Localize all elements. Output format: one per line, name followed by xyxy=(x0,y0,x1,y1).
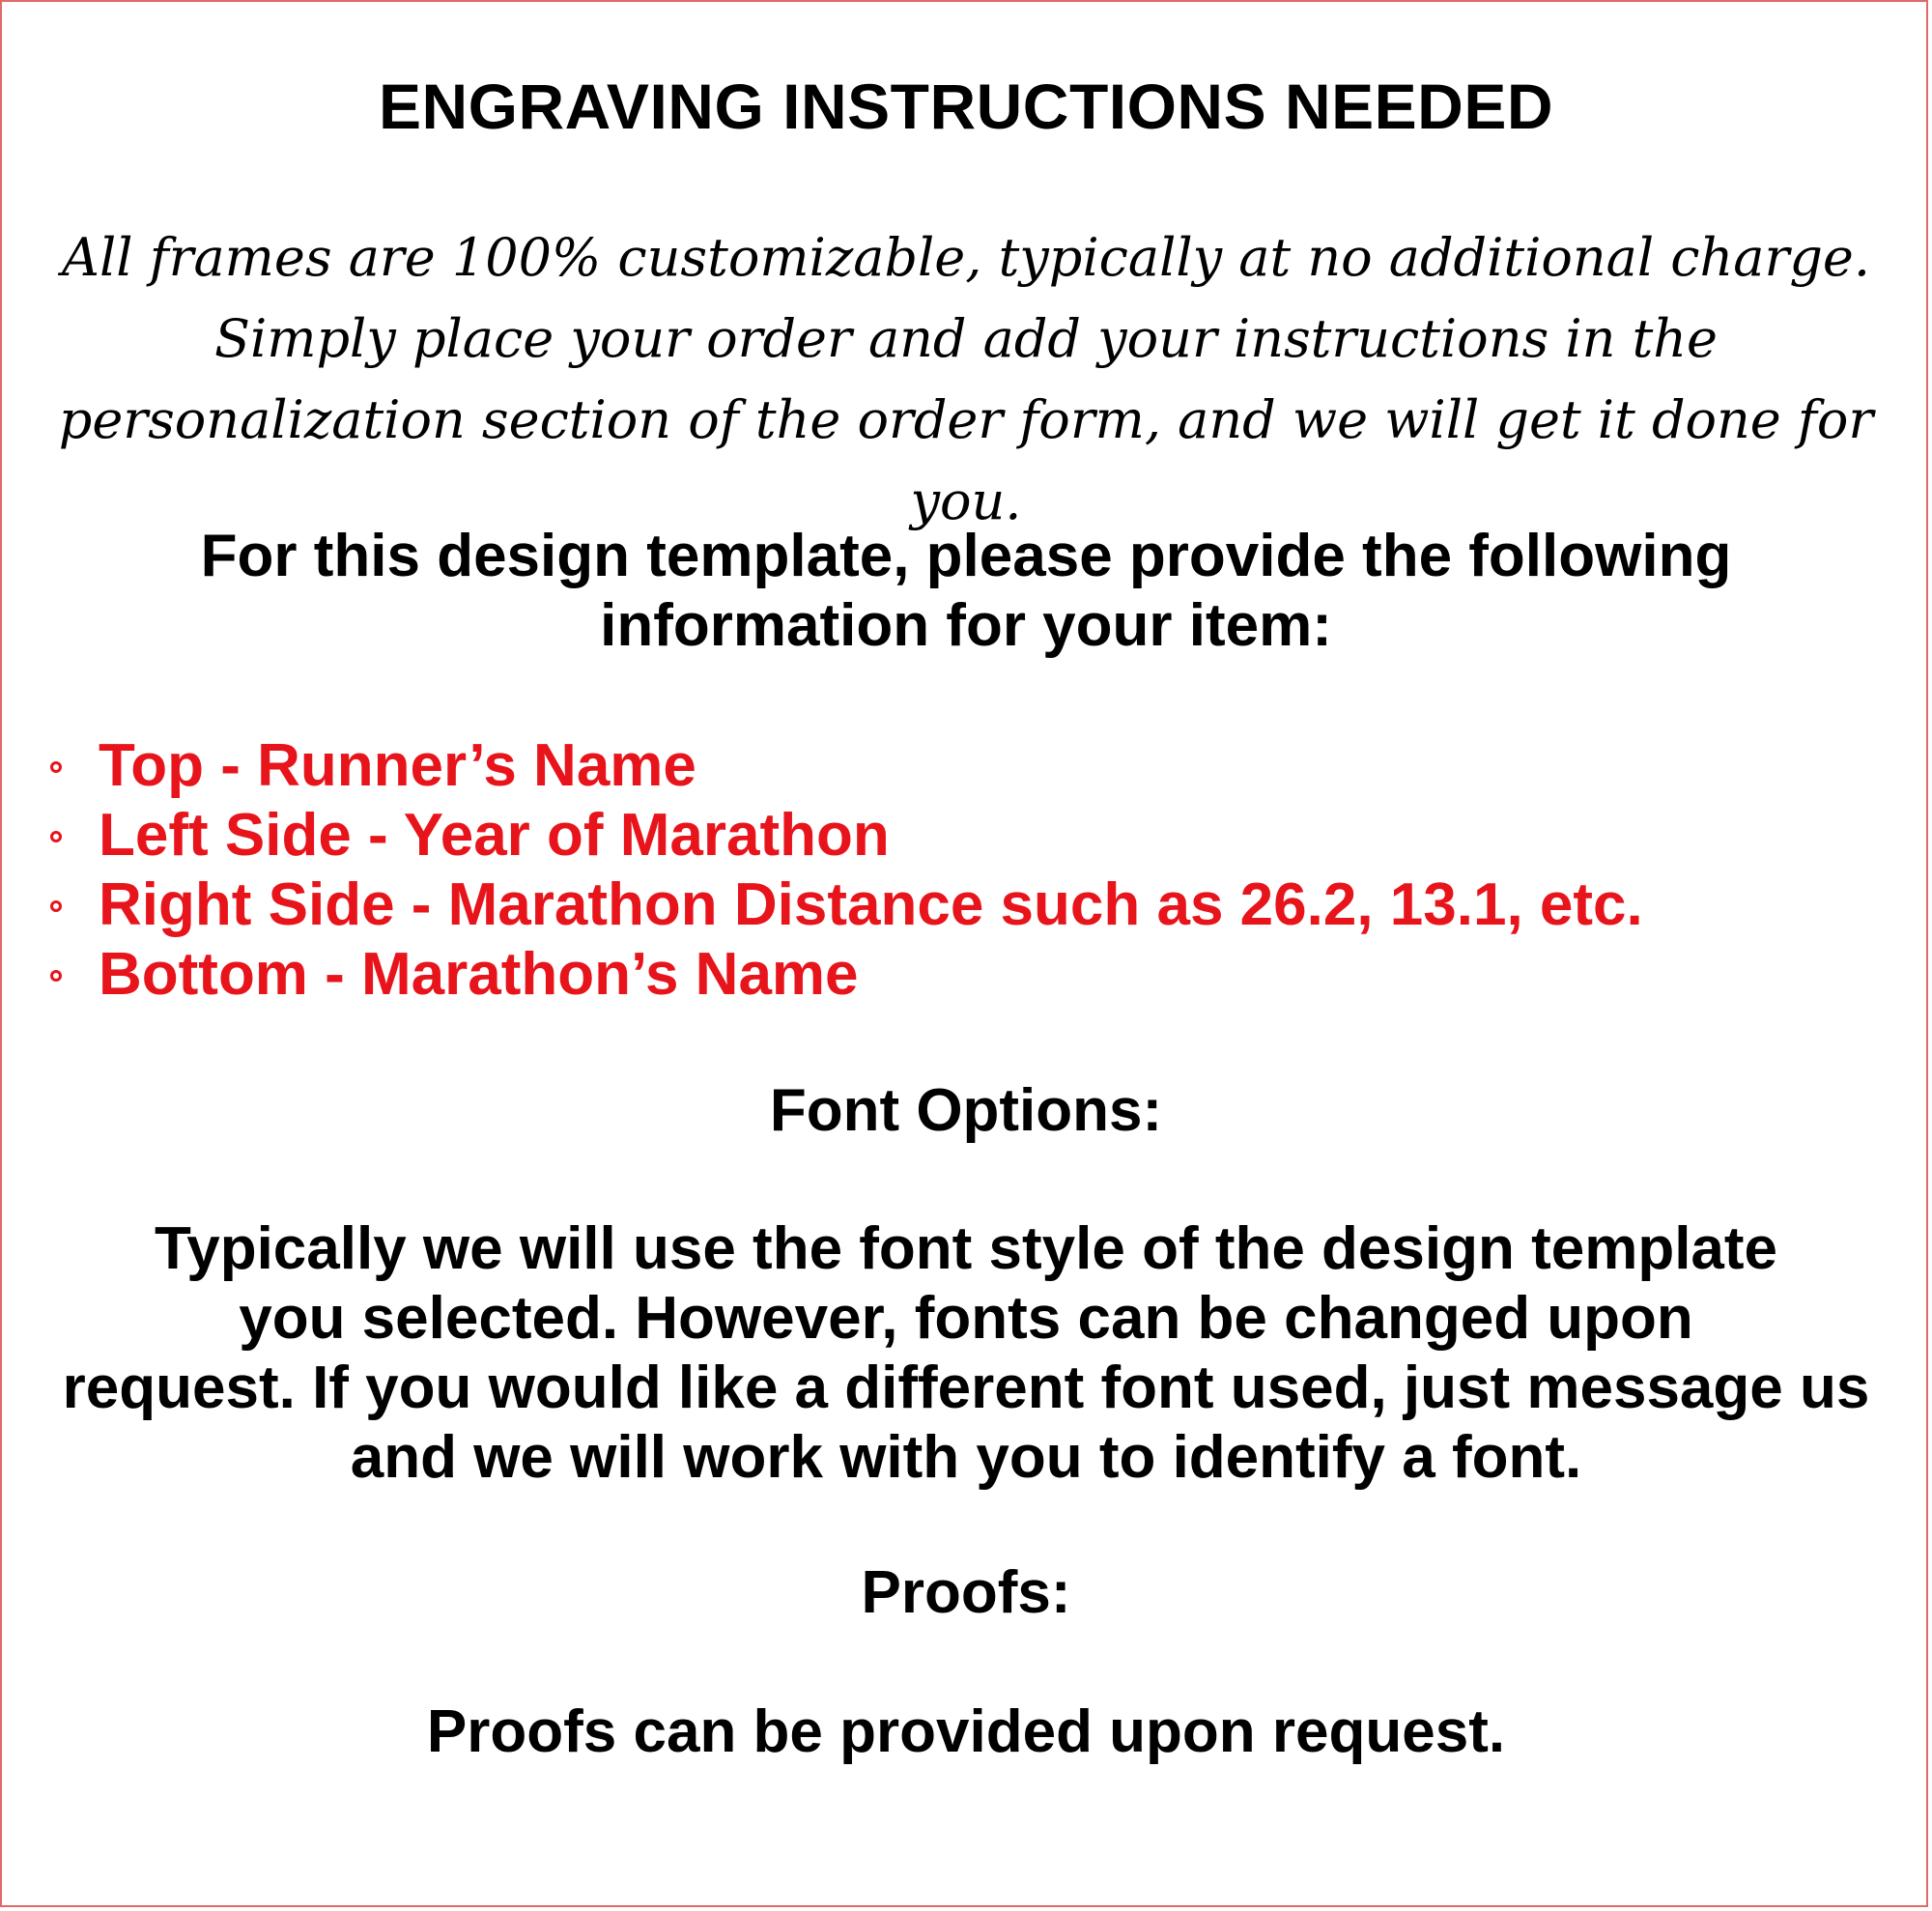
font-options-line: and we will work with you to identify a font. xyxy=(350,1424,1582,1491)
list-item xyxy=(43,731,1643,801)
prompt-line: information for your item: xyxy=(600,592,1332,659)
proofs-heading: Proofs: xyxy=(861,1559,1071,1626)
circle-bullet-icon xyxy=(50,761,62,773)
list-item xyxy=(43,870,1643,940)
instructions-prompt xyxy=(0,522,1932,661)
list-item xyxy=(43,940,1643,1010)
intro-text xyxy=(0,217,1932,542)
proofs-text: Proofs can be provided upon request. xyxy=(426,1698,1506,1765)
font-options-line: Typically we will use the font style of the design template xyxy=(154,1215,1778,1282)
requirements-list xyxy=(43,731,1643,1010)
circle-bullet-icon xyxy=(50,900,62,912)
intro-line: All frames are 100% customizable, typically at no additional charge. xyxy=(61,227,1871,288)
requirement-text: Top - Runner’s Name xyxy=(99,732,696,799)
requirement-text: Left Side - Year of Marathon xyxy=(99,802,890,869)
requirement-text: Bottom - Marathon’s Name xyxy=(99,941,859,1008)
list-item xyxy=(43,801,1643,870)
font-options-line: request. If you would like a different font used, just message us xyxy=(62,1355,1870,1421)
intro-line: personalization section of the order form, and we will get it done for you. xyxy=(58,389,1874,531)
circle-bullet-icon xyxy=(50,970,62,982)
circle-bullet-icon xyxy=(50,831,62,842)
page-title: ENGRAVING INSTRUCTIONS NEEDED xyxy=(378,71,1554,142)
prompt-line: For this design template, please provide the following xyxy=(200,523,1732,589)
font-options-text xyxy=(0,1214,1932,1493)
font-options-line: you selected. However, fonts can be changed upon xyxy=(239,1285,1693,1352)
requirement-text: Right Side - Marathon Distance such as 26.2, 13.1, etc. xyxy=(99,871,1643,938)
font-options-heading: Font Options: xyxy=(769,1077,1163,1144)
intro-line: Simply place your order and add your instructions in the xyxy=(213,308,1719,369)
